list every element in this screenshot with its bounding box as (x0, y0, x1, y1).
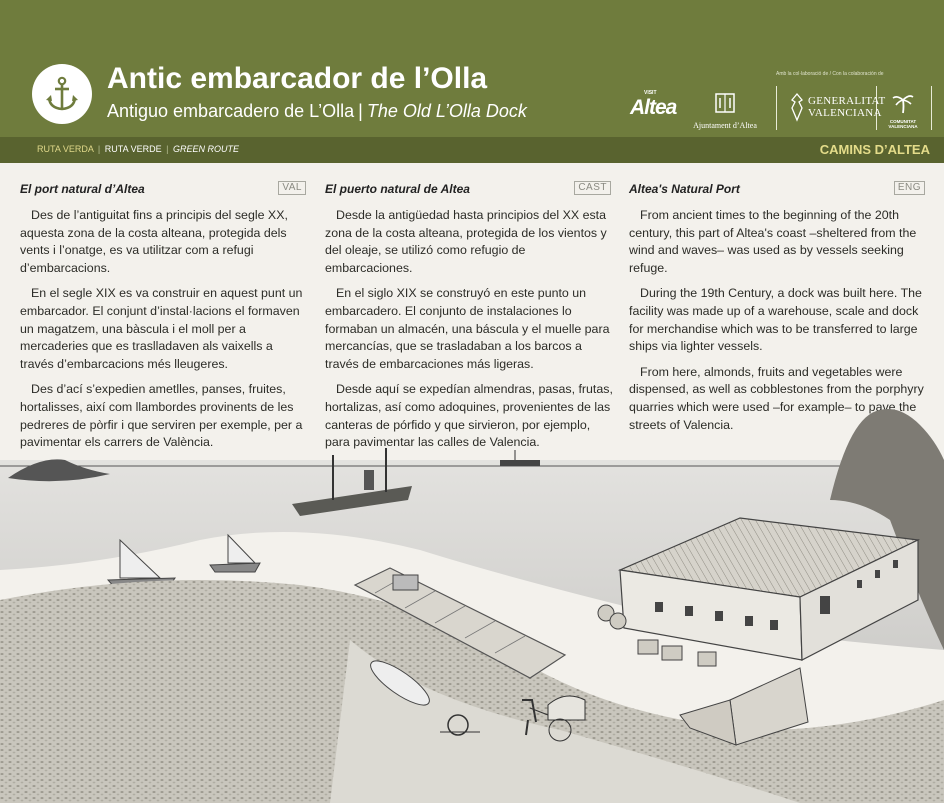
column-heading: El puerto natural de Altea (325, 182, 470, 196)
generalitat-emblem-icon (790, 92, 804, 122)
route-val: RUTA VERDA (37, 144, 94, 154)
paragraph: En el siglo XIX se construyó en este punto un embarcadero. El conjunto de instalaciones lo formaban un almacén, una báscula y el muelle para mercancías, que se trasladaban a los barcos a través de embarcaciones más ligeras. (325, 286, 610, 371)
generalitat-line1: GENERALITAT (808, 95, 886, 107)
language-tag: CAST (574, 181, 611, 195)
route-label (37, 144, 239, 154)
ajuntament-logo (693, 92, 757, 130)
comunitat-line2: VALENCIANA (888, 124, 918, 129)
anchor-icon (42, 74, 82, 114)
route-bar (0, 137, 944, 163)
paragraph: Desde la antigüedad hasta principios del XX esta zona de la costa alteana, protegida de los vientos y del oleaje, se utilizó como refugio de embarcaciones. (325, 208, 607, 275)
language-tag: ENG (894, 181, 925, 195)
paragraph: Des d’ací s’expedien ametlles, panses, fruites, hortalisses, així com llambordes provinents de les pedreres de pòrfir i que serviren per exemple, per a pavimentar els carrers de València. (20, 382, 303, 450)
logo-divider (931, 86, 932, 130)
route-separator: | (166, 144, 169, 154)
visit-altea-small: VISIT (644, 90, 657, 96)
page-title: Antic embarcador de l’Olla (107, 62, 488, 95)
comunitat-line1: COMUNITAT (889, 119, 917, 124)
generalitat-line2: VALENCIANA (808, 107, 882, 119)
harbour-sketch-illustration (0, 400, 944, 803)
ajuntament-label: Ajuntament d’Altea (693, 121, 757, 130)
anchor-logo (32, 64, 92, 124)
column-heading: El port natural d’Altea (20, 182, 145, 196)
generalitat-logo (790, 92, 886, 122)
route-separator: | (97, 144, 101, 154)
paragraph: From ancient times to the beginning of the 20th century, this part of Altea's coast –sheltered from the wind and waves– was used as by vessels seeking refuge. (629, 208, 917, 275)
coat-of-arms-icon (714, 92, 736, 114)
distant-steamer (500, 450, 540, 466)
route-eng: GREEN ROUTE (172, 144, 239, 154)
header-banner (0, 0, 944, 137)
subtitle-eng: The Old L’Olla Dock (366, 101, 527, 121)
visit-altea-logo (630, 90, 677, 120)
paragraph: From here, almonds, fruits and vegetables were dispensed, as well as cobblestones from the porphyry quarries which were used –for example– to pave the streets of Valencia. (629, 364, 924, 432)
route-cast: RUTA VERDE (104, 144, 162, 154)
page-subtitle (107, 101, 527, 122)
paragraph: Des de l’antiguitat fins a principis del segle XX, aquesta zona de la costa alteana, protegida dels vents i l’onatge, es va utilitzar com a refugi d’embarcacions. (20, 208, 288, 275)
visit-altea-text: Altea (630, 96, 677, 119)
paragraph: During the 19th Century, a dock was built here. The facility was made up of a warehouse, scale and dock for merchandise which was to be transferred to large ships via lighter vessels. (629, 286, 922, 354)
subtitle-separator: | (358, 101, 363, 121)
camins-brand: CAMINS D’ALTEA (819, 142, 930, 157)
language-tag: VAL (278, 181, 306, 195)
comunitat-logo (882, 92, 924, 129)
subtitle-cast: Antiguo embarcadero de L’Olla (107, 101, 355, 121)
column-heading: Altea's Natural Port (629, 182, 740, 196)
paragraph: Desde aquí se expedían almendras, pasas, frutas, hortalizas, así como adoquines, provenientes de las canteras de pórfido y que sirvieron, por ejemplo, para pavimentar las calles de Valencia. (325, 382, 613, 450)
logo-divider (776, 86, 777, 130)
paragraph: En el segle XIX es va construir en aquest punt un embarcador. El conjunt d’instal·lacions el formaven un magatzem, una bàscula i el moll per a mercaderies que es traslladaven als vaixells a través d’embarcacions més lleugeres. (20, 286, 303, 371)
collaboration-text: Amb la col·laboració de / Con la colaboración de (776, 71, 884, 77)
palm-tree-icon (891, 92, 915, 114)
